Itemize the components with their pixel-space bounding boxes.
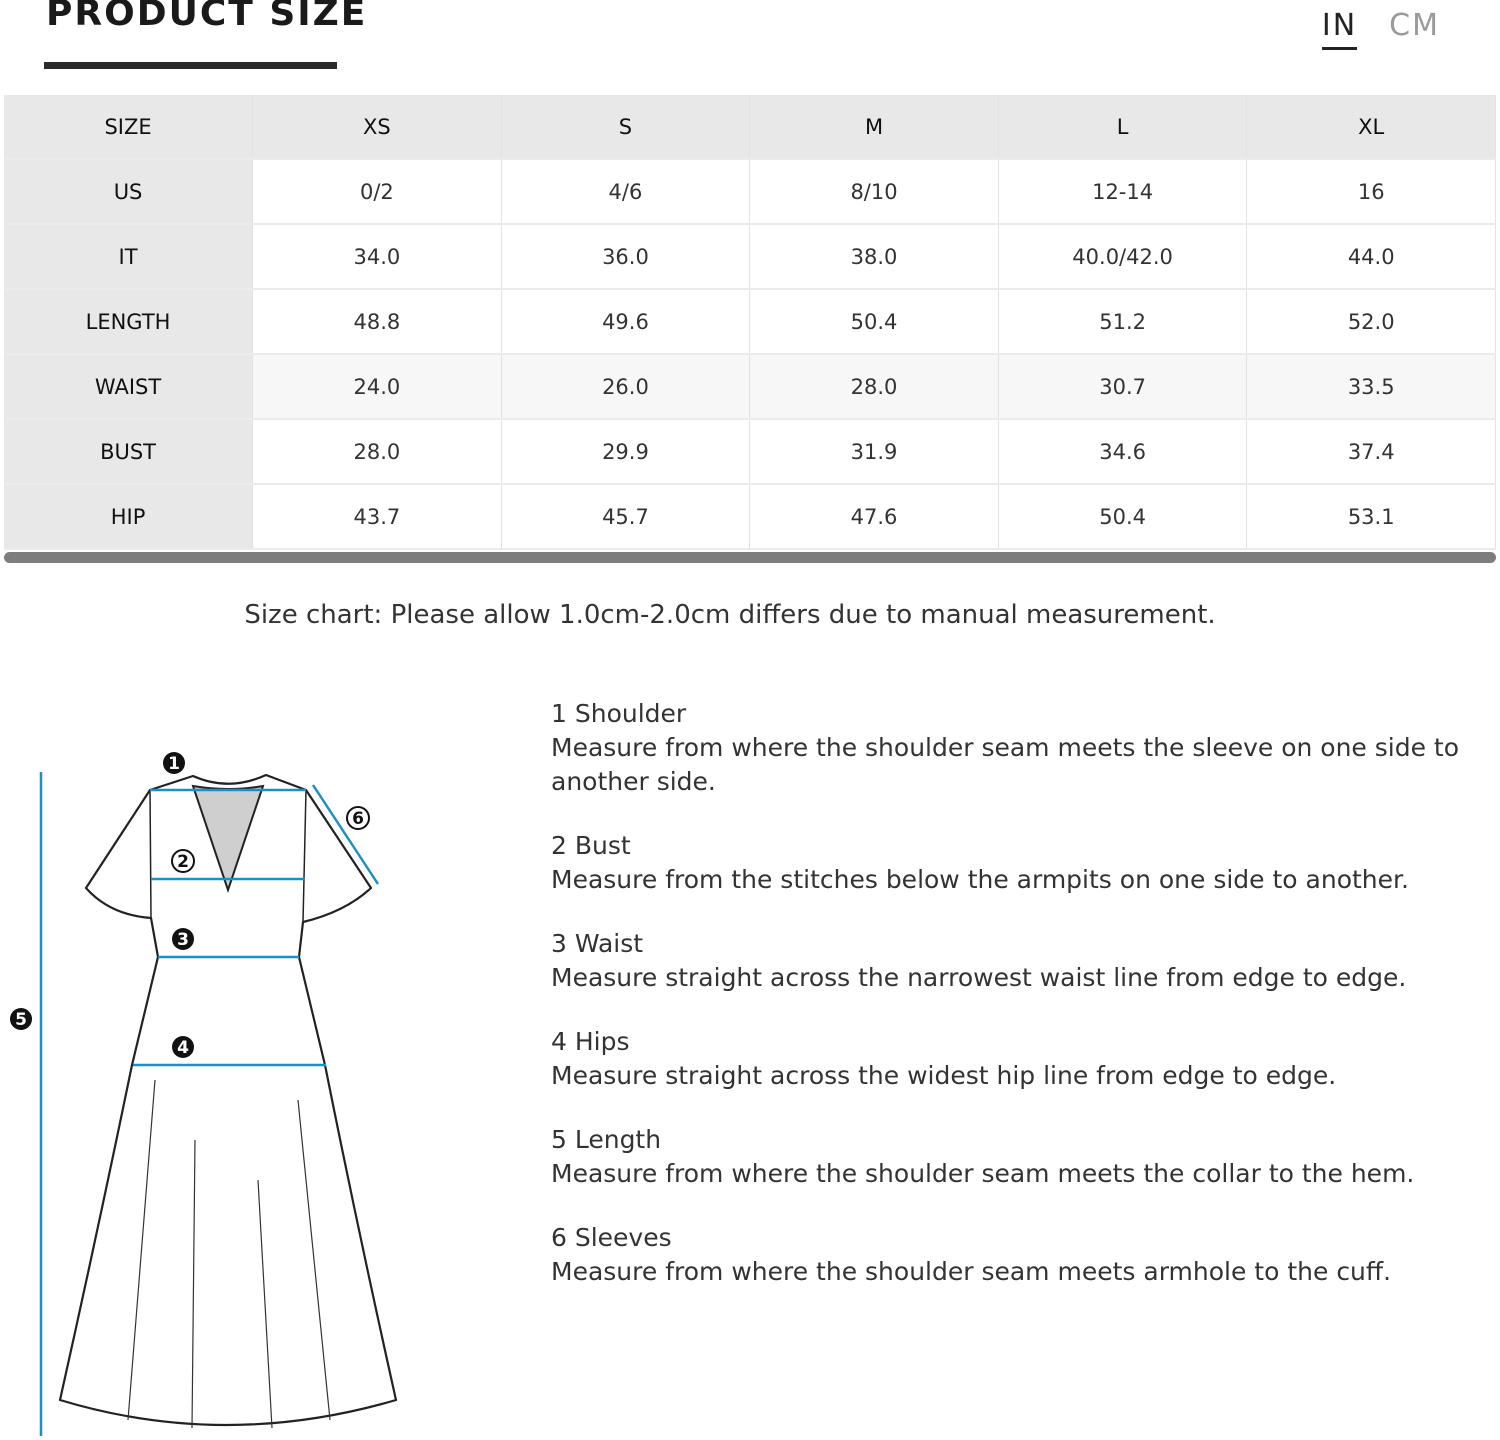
table-cell: 51.2: [998, 289, 1247, 354]
table-cell: 40.0/42.0: [998, 224, 1247, 289]
table-cell: 34.6: [998, 419, 1247, 484]
table-cell: 33.5: [1247, 354, 1496, 419]
guide-heading: 2 Bust: [551, 831, 631, 860]
guide-heading: 4 Hips: [551, 1027, 630, 1056]
table-cell: 24.0: [253, 354, 502, 419]
guide-heading: 3 Waist: [551, 929, 644, 958]
row-label: BUST: [4, 419, 253, 484]
guide-description: Measure straight across the widest hip line from edge to edge.: [551, 1061, 1337, 1090]
guide-description: Measure straight across the narrowest waist line from edge to edge.: [551, 963, 1407, 992]
marker-5-label: 5: [15, 1010, 27, 1030]
table-cell: 26.0: [501, 354, 750, 419]
table-cell: 16: [1247, 159, 1496, 224]
table-cell: 53.1: [1247, 484, 1496, 549]
unit-cm-tab[interactable]: CM: [1389, 8, 1440, 43]
sleeve-seam-left: [150, 790, 151, 918]
guide-item-bust: [551, 829, 1471, 897]
table-cell: 44.0: [1247, 224, 1496, 289]
table-cell: 8/10: [750, 159, 999, 224]
column-header: XS: [253, 95, 502, 159]
table-header-row: [4, 95, 1496, 159]
guide-description: Measure from where the shoulder seam meets armhole to the cuff.: [551, 1257, 1392, 1286]
table-cell: 43.7: [253, 484, 502, 549]
title-underline: [44, 62, 337, 69]
table-row: [4, 484, 1496, 549]
guide-item-sleeves: [551, 1221, 1471, 1289]
guide-item-waist: [551, 927, 1471, 995]
table-cell: 34.0: [253, 224, 502, 289]
table-cell: 28.0: [253, 419, 502, 484]
guide-item-shoulder: [551, 697, 1471, 799]
row-label: WAIST: [4, 354, 253, 419]
table-cell: 38.0: [750, 224, 999, 289]
table-cell: 47.6: [750, 484, 999, 549]
guide-heading: 6 Sleeves: [551, 1223, 672, 1252]
guide-description: Measure from the stitches below the armpits on one side to another.: [551, 865, 1409, 894]
unit-in-tab[interactable]: IN: [1322, 8, 1357, 50]
column-header: L: [998, 95, 1247, 159]
table-row: [4, 224, 1496, 289]
marker-4-label: 4: [177, 1038, 189, 1058]
table-row: [4, 159, 1496, 224]
table-cell: 37.4: [1247, 419, 1496, 484]
guide-item-hips: [551, 1025, 1471, 1093]
size-table: [4, 95, 1496, 550]
guide-heading: 1 Shoulder: [551, 699, 687, 728]
table-cell: 45.7: [501, 484, 750, 549]
unit-toggle: [1322, 8, 1440, 50]
table-cell: 48.8: [253, 289, 502, 354]
guide-description: Measure from where the shoulder seam meets the sleeve on one side to another side.: [551, 733, 1460, 796]
page-title: PRODUCT SIZE: [46, 0, 368, 34]
table-cell: 49.6: [501, 289, 750, 354]
marker-3-label: 3: [177, 930, 189, 950]
table-cell: 0/2: [253, 159, 502, 224]
table-row: [4, 289, 1496, 354]
table-cell: 4/6: [501, 159, 750, 224]
row-label: HIP: [4, 484, 253, 549]
table-row: [4, 354, 1496, 419]
row-label: LENGTH: [4, 289, 253, 354]
guide-heading: 5 Length: [551, 1125, 662, 1154]
table-row: [4, 419, 1496, 484]
table-cell: 36.0: [501, 224, 750, 289]
marker-1-label: 1: [168, 754, 180, 774]
table-scrollbar[interactable]: [4, 552, 1496, 563]
dress-diagram: [0, 740, 420, 1440]
column-header: S: [501, 95, 750, 159]
marker-6-label: 6: [352, 809, 364, 829]
table-cell: 52.0: [1247, 289, 1496, 354]
measurement-guide: [551, 697, 1471, 1319]
table-cell: 30.7: [998, 354, 1247, 419]
size-note: Size chart: Please allow 1.0cm-2.0cm differs due to manual measurement.: [244, 600, 1216, 630]
guide-item-length: [551, 1123, 1471, 1191]
table-cell: 12-14: [998, 159, 1247, 224]
table-cell: 29.9: [501, 419, 750, 484]
marker-2-label: 2: [177, 852, 189, 872]
row-label: US: [4, 159, 253, 224]
table-cell: 50.4: [750, 289, 999, 354]
guide-description: Measure from where the shoulder seam meets the collar to the hem.: [551, 1159, 1415, 1188]
column-header: M: [750, 95, 999, 159]
row-label: IT: [4, 224, 253, 289]
column-header: SIZE: [4, 95, 253, 159]
table-cell: 50.4: [998, 484, 1247, 549]
table-cell: 31.9: [750, 419, 999, 484]
table-cell: 28.0: [750, 354, 999, 419]
column-header: XL: [1247, 95, 1496, 159]
